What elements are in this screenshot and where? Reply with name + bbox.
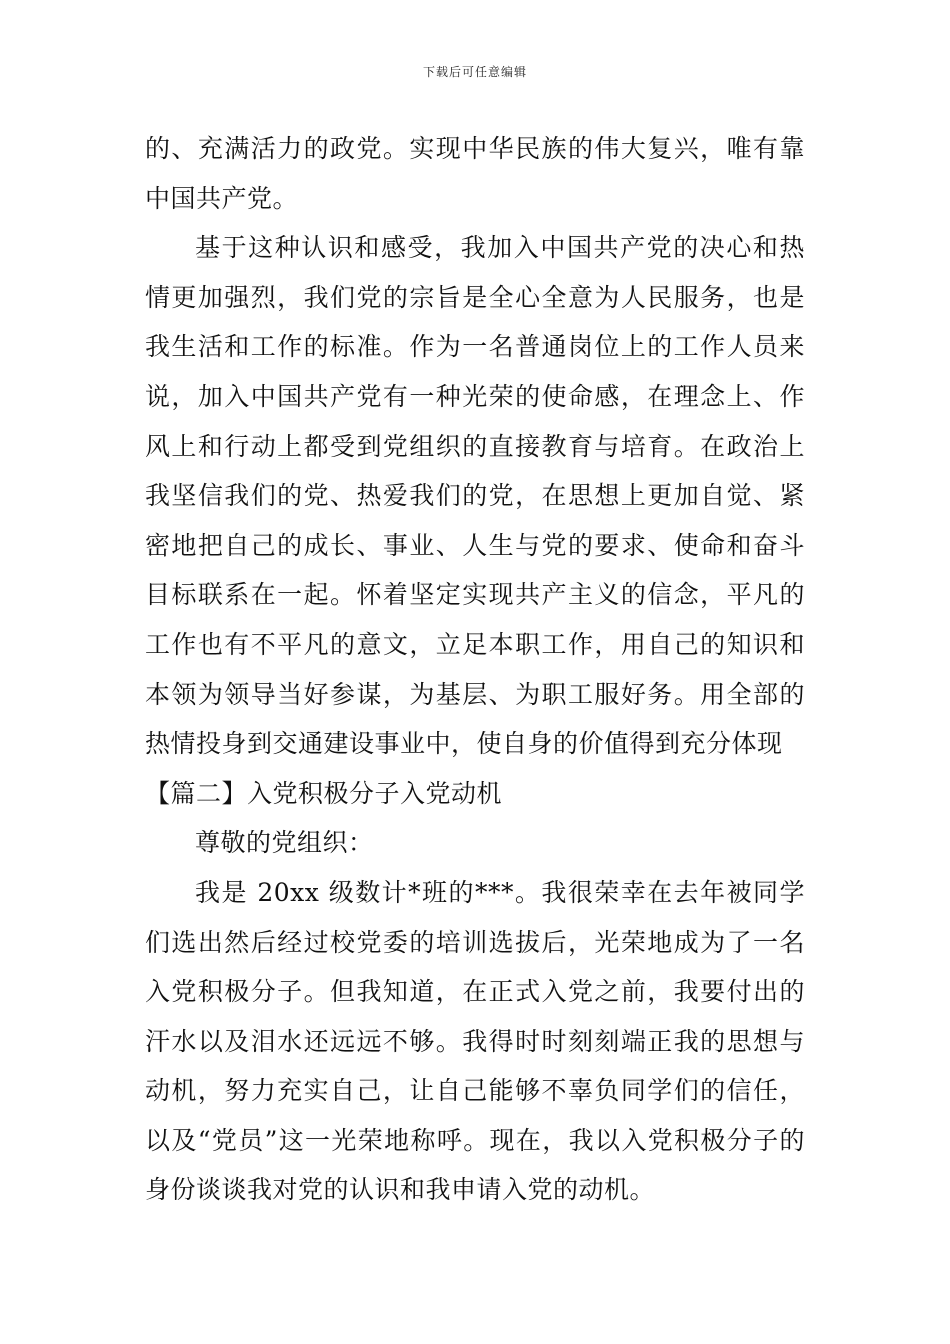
document-body <box>145 124 805 1215</box>
salutation: 尊敬的党组织： <box>195 828 374 858</box>
paragraph-continuation: 的、充满活力的政党。实现中华民族的伟大复兴，唯有靠中国共产党。 <box>145 134 805 213</box>
paragraph-introduction: 我是 20xx 级数计*班的***。我很荣幸在去年被同学们选出然后经过校党委的培训选拔后，光荣地成为了一名入党积极分子。但我知道，在正式入党之前，我要付出的汗水以及泪水还远远不够。我得时时刻刻端正我的思想与动机，努力充实自己，让自己能够不辜负同学们的信任，以及“党员”这一光荣地称呼。现在，我以入党积极分子的身份谈谈我对党的认识和我申请入党的动机。 <box>145 877 805 1205</box>
page-header: 下载后可任意编辑 <box>422 65 527 79</box>
section-title: 【篇二】入党积极分子入党动机 <box>145 778 503 808</box>
paragraph-motivation: 基于这种认识和感受，我加入中国共产党的决心和热情更加强烈，我们党的宗旨是全心全意为人民服务，也是我生活和工作的标准。作为一名普通岗位上的工作人员来说，加入中国共产党有一种光荣的使命感，在理念上、作风上和行动上都受到党组织的直接教育与培育。在政治上我坚信我们的党、热爱我们的党，在思想上更加自觉、紧密地把自己的成长、事业、人生与党的要求、使命和奋斗目标联系在一起。怀着坚定实现共产主义的信念，平凡的工作也有不平凡的意文，立足本职工作，用自己的知识和本领为领导当好参谋，为基层、为职工服好务。用全部的热情投身到交通建设事业中，使自身的价值得到充分体现 <box>145 233 805 759</box>
